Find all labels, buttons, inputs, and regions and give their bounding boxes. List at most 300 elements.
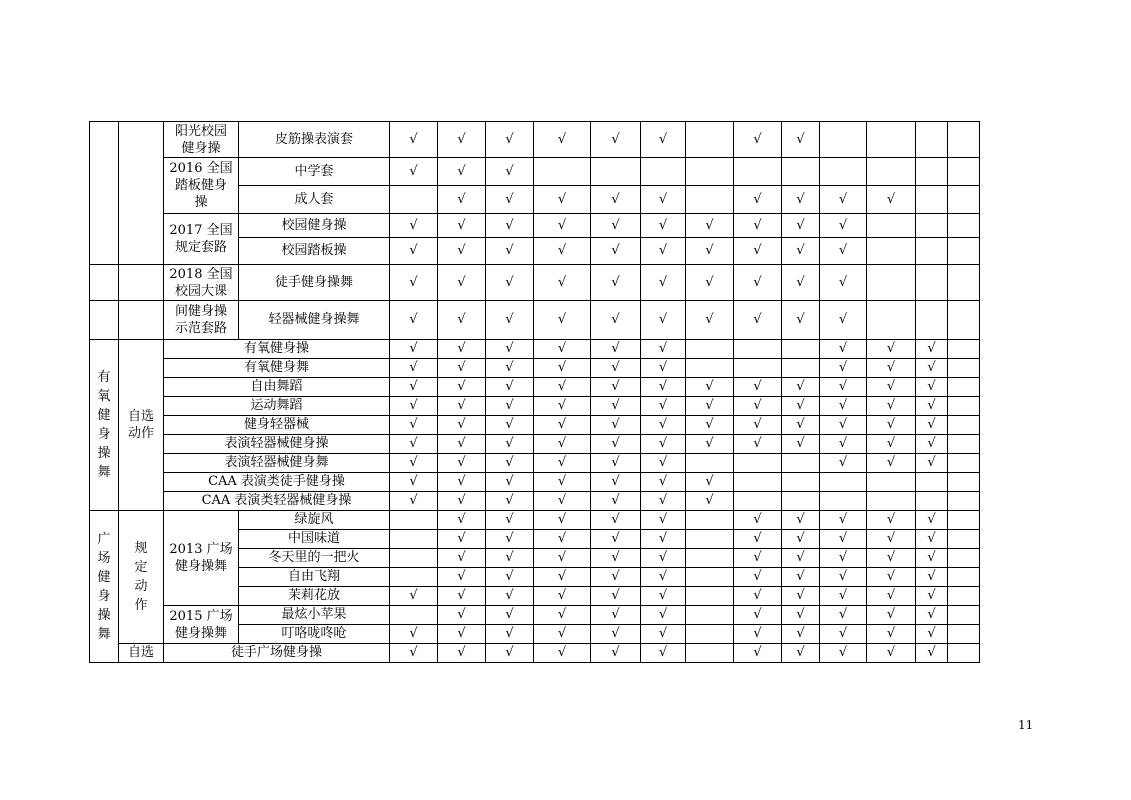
table-row bbox=[90, 265, 980, 301]
group-sunshine-campus: 阳光校园 健身操 bbox=[164, 122, 239, 158]
check-cell: √ bbox=[390, 473, 438, 492]
check-cell: √ bbox=[534, 473, 591, 492]
check-cell: √ bbox=[916, 454, 948, 473]
check-cell: √ bbox=[534, 549, 591, 568]
check-cell: √ bbox=[486, 158, 534, 186]
check-cell bbox=[916, 122, 948, 158]
check-cell: √ bbox=[686, 397, 734, 416]
check-cell: √ bbox=[734, 378, 782, 397]
check-cell: √ bbox=[591, 397, 641, 416]
item-label: 徒手广场健身操 bbox=[164, 644, 390, 663]
check-cell: √ bbox=[591, 378, 641, 397]
item-label: 皮筋操表演套 bbox=[239, 122, 390, 158]
table-row bbox=[90, 359, 980, 378]
item-label: 健身轻器械 bbox=[164, 416, 390, 435]
check-cell: √ bbox=[390, 158, 438, 186]
check-cell bbox=[686, 625, 734, 644]
item-label: 轻器械健身操舞 bbox=[239, 301, 390, 340]
check-cell: √ bbox=[641, 378, 686, 397]
check-cell: √ bbox=[820, 530, 867, 549]
check-cell: √ bbox=[390, 238, 438, 265]
page-number: 11 bbox=[1018, 718, 1034, 732]
check-cell: √ bbox=[390, 435, 438, 454]
check-cell bbox=[686, 606, 734, 625]
table-row bbox=[90, 397, 980, 416]
check-cell: √ bbox=[591, 511, 641, 530]
group-step-2016: 2016 全国 踏板健身 操 bbox=[164, 158, 239, 214]
check-cell: √ bbox=[686, 238, 734, 265]
check-cell bbox=[948, 454, 980, 473]
group-regulated-2017: 2017 全国 规定套路 bbox=[164, 214, 239, 265]
check-cell: √ bbox=[438, 359, 486, 378]
curriculum-table bbox=[89, 121, 980, 663]
table-row bbox=[90, 473, 980, 492]
check-cell: √ bbox=[782, 397, 820, 416]
check-cell: √ bbox=[782, 511, 820, 530]
check-cell: √ bbox=[686, 265, 734, 301]
check-cell: √ bbox=[782, 435, 820, 454]
check-cell: √ bbox=[916, 340, 948, 359]
check-cell bbox=[686, 454, 734, 473]
check-cell: √ bbox=[534, 359, 591, 378]
check-cell: √ bbox=[591, 606, 641, 625]
check-cell: √ bbox=[641, 340, 686, 359]
check-cell: √ bbox=[438, 122, 486, 158]
check-cell: √ bbox=[438, 435, 486, 454]
group-square-2013: 2013 广场 健身操舞 bbox=[164, 511, 239, 606]
check-cell: √ bbox=[591, 186, 641, 214]
check-cell: √ bbox=[534, 186, 591, 214]
check-cell: √ bbox=[641, 625, 686, 644]
table-row bbox=[90, 301, 980, 340]
check-cell: √ bbox=[591, 625, 641, 644]
item-label: 校园健身操 bbox=[239, 214, 390, 238]
check-cell: √ bbox=[734, 435, 782, 454]
check-cell: √ bbox=[867, 186, 916, 214]
check-cell: √ bbox=[734, 530, 782, 549]
subcategory-regulated-moves: 规 定 动 作 bbox=[119, 511, 164, 644]
check-cell bbox=[820, 473, 867, 492]
check-cell bbox=[867, 473, 916, 492]
check-cell: √ bbox=[641, 416, 686, 435]
check-cell bbox=[948, 606, 980, 625]
check-cell bbox=[686, 359, 734, 378]
check-cell: √ bbox=[734, 606, 782, 625]
check-cell bbox=[867, 158, 916, 186]
check-cell: √ bbox=[641, 511, 686, 530]
check-cell: √ bbox=[867, 359, 916, 378]
empty-cell bbox=[90, 301, 119, 340]
item-label: CAA 表演类徒手健身操 bbox=[164, 473, 390, 492]
check-cell bbox=[948, 301, 980, 340]
check-cell: √ bbox=[591, 435, 641, 454]
check-cell: √ bbox=[641, 214, 686, 238]
check-cell: √ bbox=[820, 378, 867, 397]
check-cell: √ bbox=[390, 214, 438, 238]
check-cell bbox=[591, 158, 641, 186]
check-cell: √ bbox=[390, 492, 438, 511]
check-cell: √ bbox=[916, 644, 948, 663]
check-cell: √ bbox=[867, 568, 916, 587]
check-cell: √ bbox=[438, 473, 486, 492]
check-cell: √ bbox=[534, 214, 591, 238]
item-label: 表演轻器械健身操 bbox=[164, 435, 390, 454]
check-cell: √ bbox=[782, 214, 820, 238]
check-cell: √ bbox=[534, 606, 591, 625]
check-cell: √ bbox=[390, 265, 438, 301]
check-cell: √ bbox=[916, 530, 948, 549]
check-cell: √ bbox=[591, 454, 641, 473]
check-cell: √ bbox=[534, 238, 591, 265]
check-cell: √ bbox=[867, 454, 916, 473]
item-label: 中国味道 bbox=[239, 530, 390, 549]
check-cell: √ bbox=[641, 265, 686, 301]
group-square-2015: 2015 广场 健身操舞 bbox=[164, 606, 239, 644]
check-cell bbox=[686, 186, 734, 214]
table-row bbox=[90, 340, 980, 359]
check-cell bbox=[390, 606, 438, 625]
check-cell bbox=[916, 492, 948, 511]
check-cell: √ bbox=[486, 301, 534, 340]
check-cell: √ bbox=[534, 511, 591, 530]
check-cell: √ bbox=[820, 625, 867, 644]
check-cell: √ bbox=[820, 265, 867, 301]
check-cell: √ bbox=[734, 214, 782, 238]
check-cell: √ bbox=[486, 238, 534, 265]
check-cell: √ bbox=[534, 454, 591, 473]
check-cell: √ bbox=[820, 186, 867, 214]
check-cell: √ bbox=[438, 301, 486, 340]
table-row bbox=[90, 435, 980, 454]
subcategory-optional-moves: 自选 动作 bbox=[119, 340, 164, 511]
check-cell: √ bbox=[782, 644, 820, 663]
check-cell: √ bbox=[867, 435, 916, 454]
check-cell: √ bbox=[641, 587, 686, 606]
check-cell: √ bbox=[916, 397, 948, 416]
table-row bbox=[90, 454, 980, 473]
check-cell: √ bbox=[438, 511, 486, 530]
check-cell bbox=[390, 511, 438, 530]
check-cell: √ bbox=[390, 416, 438, 435]
check-cell: √ bbox=[486, 265, 534, 301]
check-cell: √ bbox=[390, 587, 438, 606]
check-cell: √ bbox=[591, 122, 641, 158]
item-label: 表演轻器械健身舞 bbox=[164, 454, 390, 473]
check-cell bbox=[948, 122, 980, 158]
check-cell bbox=[948, 587, 980, 606]
check-cell: √ bbox=[534, 416, 591, 435]
check-cell: √ bbox=[641, 644, 686, 663]
check-cell: √ bbox=[782, 568, 820, 587]
check-cell: √ bbox=[734, 568, 782, 587]
check-cell bbox=[948, 359, 980, 378]
check-cell: √ bbox=[820, 214, 867, 238]
check-cell: √ bbox=[390, 625, 438, 644]
check-cell: √ bbox=[782, 238, 820, 265]
item-label: 最炫小苹果 bbox=[239, 606, 390, 625]
check-cell bbox=[782, 359, 820, 378]
check-cell: √ bbox=[867, 511, 916, 530]
check-cell: √ bbox=[686, 301, 734, 340]
table-row bbox=[90, 122, 980, 158]
check-cell: √ bbox=[534, 122, 591, 158]
check-cell: √ bbox=[686, 492, 734, 511]
check-cell: √ bbox=[734, 186, 782, 214]
check-cell: √ bbox=[438, 549, 486, 568]
check-cell bbox=[820, 492, 867, 511]
check-cell: √ bbox=[486, 454, 534, 473]
category-aerobic: 有 氧 健 身 操 舞 bbox=[90, 340, 119, 511]
check-cell: √ bbox=[438, 625, 486, 644]
check-cell bbox=[686, 587, 734, 606]
check-cell bbox=[916, 238, 948, 265]
check-cell: √ bbox=[438, 186, 486, 214]
check-cell: √ bbox=[782, 122, 820, 158]
check-cell: √ bbox=[867, 530, 916, 549]
check-cell: √ bbox=[641, 435, 686, 454]
check-cell: √ bbox=[534, 378, 591, 397]
check-cell bbox=[867, 492, 916, 511]
check-cell bbox=[948, 492, 980, 511]
check-cell: √ bbox=[820, 340, 867, 359]
check-cell: √ bbox=[916, 435, 948, 454]
item-label: 叮咯咙咚呛 bbox=[239, 625, 390, 644]
check-cell: √ bbox=[486, 186, 534, 214]
item-label: 绿旋风 bbox=[239, 511, 390, 530]
item-label: 运动舞蹈 bbox=[164, 397, 390, 416]
check-cell bbox=[948, 549, 980, 568]
table-row bbox=[90, 416, 980, 435]
check-cell: √ bbox=[534, 265, 591, 301]
check-cell: √ bbox=[734, 122, 782, 158]
check-cell: √ bbox=[438, 416, 486, 435]
check-cell bbox=[948, 416, 980, 435]
check-cell bbox=[867, 238, 916, 265]
check-cell: √ bbox=[438, 214, 486, 238]
check-cell bbox=[948, 397, 980, 416]
check-cell: √ bbox=[867, 340, 916, 359]
check-cell: √ bbox=[734, 549, 782, 568]
empty-cell bbox=[119, 122, 164, 265]
check-cell: √ bbox=[534, 340, 591, 359]
check-cell bbox=[948, 644, 980, 663]
category-square-dance: 广 场 健 身 操 舞 bbox=[90, 511, 119, 663]
check-cell: √ bbox=[820, 606, 867, 625]
check-cell: √ bbox=[486, 530, 534, 549]
item-label: 冬天里的一把火 bbox=[239, 549, 390, 568]
check-cell: √ bbox=[486, 568, 534, 587]
table-row bbox=[90, 606, 980, 625]
check-cell bbox=[867, 122, 916, 158]
check-cell: √ bbox=[438, 454, 486, 473]
check-cell: √ bbox=[916, 416, 948, 435]
subcategory-optional: 自选 bbox=[119, 644, 164, 663]
check-cell: √ bbox=[591, 238, 641, 265]
check-cell: √ bbox=[916, 511, 948, 530]
check-cell bbox=[867, 214, 916, 238]
empty-cell bbox=[90, 265, 119, 301]
check-cell: √ bbox=[438, 530, 486, 549]
check-cell: √ bbox=[782, 265, 820, 301]
check-cell bbox=[820, 158, 867, 186]
check-cell: √ bbox=[686, 378, 734, 397]
check-cell bbox=[916, 186, 948, 214]
check-cell bbox=[686, 530, 734, 549]
item-label: 校园踏板操 bbox=[239, 238, 390, 265]
check-cell: √ bbox=[438, 340, 486, 359]
check-cell: √ bbox=[734, 644, 782, 663]
check-cell bbox=[948, 214, 980, 238]
check-cell: √ bbox=[867, 625, 916, 644]
check-cell bbox=[948, 238, 980, 265]
check-cell: √ bbox=[782, 606, 820, 625]
check-cell: √ bbox=[867, 416, 916, 435]
check-cell: √ bbox=[534, 568, 591, 587]
check-cell: √ bbox=[782, 549, 820, 568]
table-row bbox=[90, 644, 980, 663]
check-cell: √ bbox=[686, 416, 734, 435]
check-cell: √ bbox=[641, 397, 686, 416]
check-cell: √ bbox=[916, 378, 948, 397]
check-cell bbox=[948, 186, 980, 214]
item-label: 自由舞蹈 bbox=[164, 378, 390, 397]
check-cell: √ bbox=[641, 606, 686, 625]
item-label: 自由飞翔 bbox=[239, 568, 390, 587]
check-cell: √ bbox=[534, 625, 591, 644]
check-cell: √ bbox=[591, 530, 641, 549]
check-cell: √ bbox=[641, 492, 686, 511]
check-cell: √ bbox=[867, 378, 916, 397]
check-cell: √ bbox=[534, 492, 591, 511]
check-cell: √ bbox=[591, 549, 641, 568]
check-cell bbox=[948, 435, 980, 454]
check-cell: √ bbox=[734, 265, 782, 301]
check-cell bbox=[867, 301, 916, 340]
check-cell: √ bbox=[820, 549, 867, 568]
item-label: 有氧健身操 bbox=[164, 340, 390, 359]
check-cell: √ bbox=[820, 238, 867, 265]
check-cell: √ bbox=[438, 265, 486, 301]
check-cell: √ bbox=[916, 587, 948, 606]
check-cell: √ bbox=[486, 359, 534, 378]
check-cell: √ bbox=[438, 378, 486, 397]
check-cell bbox=[686, 511, 734, 530]
check-cell: √ bbox=[438, 492, 486, 511]
check-cell bbox=[948, 511, 980, 530]
check-cell bbox=[948, 378, 980, 397]
check-cell bbox=[916, 473, 948, 492]
check-cell bbox=[948, 473, 980, 492]
check-cell: √ bbox=[916, 359, 948, 378]
check-cell bbox=[948, 158, 980, 186]
check-cell: √ bbox=[782, 416, 820, 435]
check-cell bbox=[948, 265, 980, 301]
empty-cell bbox=[119, 265, 164, 301]
check-cell: √ bbox=[591, 568, 641, 587]
check-cell: √ bbox=[534, 435, 591, 454]
check-cell: √ bbox=[438, 606, 486, 625]
check-cell: √ bbox=[641, 301, 686, 340]
table-row bbox=[90, 214, 980, 238]
check-cell: √ bbox=[641, 568, 686, 587]
check-cell: √ bbox=[591, 587, 641, 606]
check-cell: √ bbox=[591, 301, 641, 340]
check-cell bbox=[916, 158, 948, 186]
check-cell: √ bbox=[734, 587, 782, 606]
check-cell: √ bbox=[591, 416, 641, 435]
check-cell: √ bbox=[591, 492, 641, 511]
check-cell: √ bbox=[486, 549, 534, 568]
check-cell: √ bbox=[591, 265, 641, 301]
empty-cell bbox=[90, 122, 119, 265]
check-cell: √ bbox=[438, 238, 486, 265]
check-cell bbox=[734, 454, 782, 473]
check-cell: √ bbox=[534, 587, 591, 606]
check-cell bbox=[782, 340, 820, 359]
check-cell: √ bbox=[782, 625, 820, 644]
check-cell: √ bbox=[390, 301, 438, 340]
check-cell bbox=[734, 158, 782, 186]
check-cell: √ bbox=[820, 416, 867, 435]
check-cell: √ bbox=[486, 492, 534, 511]
check-cell: √ bbox=[867, 606, 916, 625]
check-cell: √ bbox=[916, 568, 948, 587]
check-cell: √ bbox=[916, 606, 948, 625]
check-cell bbox=[734, 473, 782, 492]
check-cell bbox=[390, 186, 438, 214]
check-cell bbox=[390, 568, 438, 587]
check-cell: √ bbox=[686, 435, 734, 454]
check-cell: √ bbox=[591, 340, 641, 359]
check-cell: √ bbox=[486, 625, 534, 644]
check-cell: √ bbox=[782, 301, 820, 340]
check-cell: √ bbox=[591, 473, 641, 492]
check-cell: √ bbox=[820, 644, 867, 663]
check-cell: √ bbox=[820, 397, 867, 416]
check-cell: √ bbox=[534, 530, 591, 549]
check-cell bbox=[916, 214, 948, 238]
check-cell: √ bbox=[867, 549, 916, 568]
check-cell: √ bbox=[438, 644, 486, 663]
check-cell: √ bbox=[820, 435, 867, 454]
check-cell bbox=[734, 492, 782, 511]
check-cell bbox=[948, 625, 980, 644]
check-cell: √ bbox=[782, 378, 820, 397]
check-cell bbox=[948, 340, 980, 359]
check-cell: √ bbox=[820, 568, 867, 587]
check-cell: √ bbox=[534, 397, 591, 416]
check-cell: √ bbox=[486, 340, 534, 359]
check-cell: √ bbox=[867, 644, 916, 663]
item-label: 茉莉花放 bbox=[239, 587, 390, 606]
check-cell: √ bbox=[534, 644, 591, 663]
check-cell bbox=[686, 549, 734, 568]
check-cell: √ bbox=[734, 397, 782, 416]
table-row bbox=[90, 511, 980, 530]
check-cell: √ bbox=[734, 416, 782, 435]
check-cell: √ bbox=[486, 435, 534, 454]
check-cell bbox=[686, 122, 734, 158]
check-cell: √ bbox=[390, 454, 438, 473]
check-cell: √ bbox=[641, 473, 686, 492]
check-cell bbox=[686, 644, 734, 663]
check-cell bbox=[686, 158, 734, 186]
check-cell: √ bbox=[916, 625, 948, 644]
check-cell: √ bbox=[641, 454, 686, 473]
check-cell: √ bbox=[486, 378, 534, 397]
item-label: 中学套 bbox=[239, 158, 390, 186]
table-row bbox=[90, 378, 980, 397]
